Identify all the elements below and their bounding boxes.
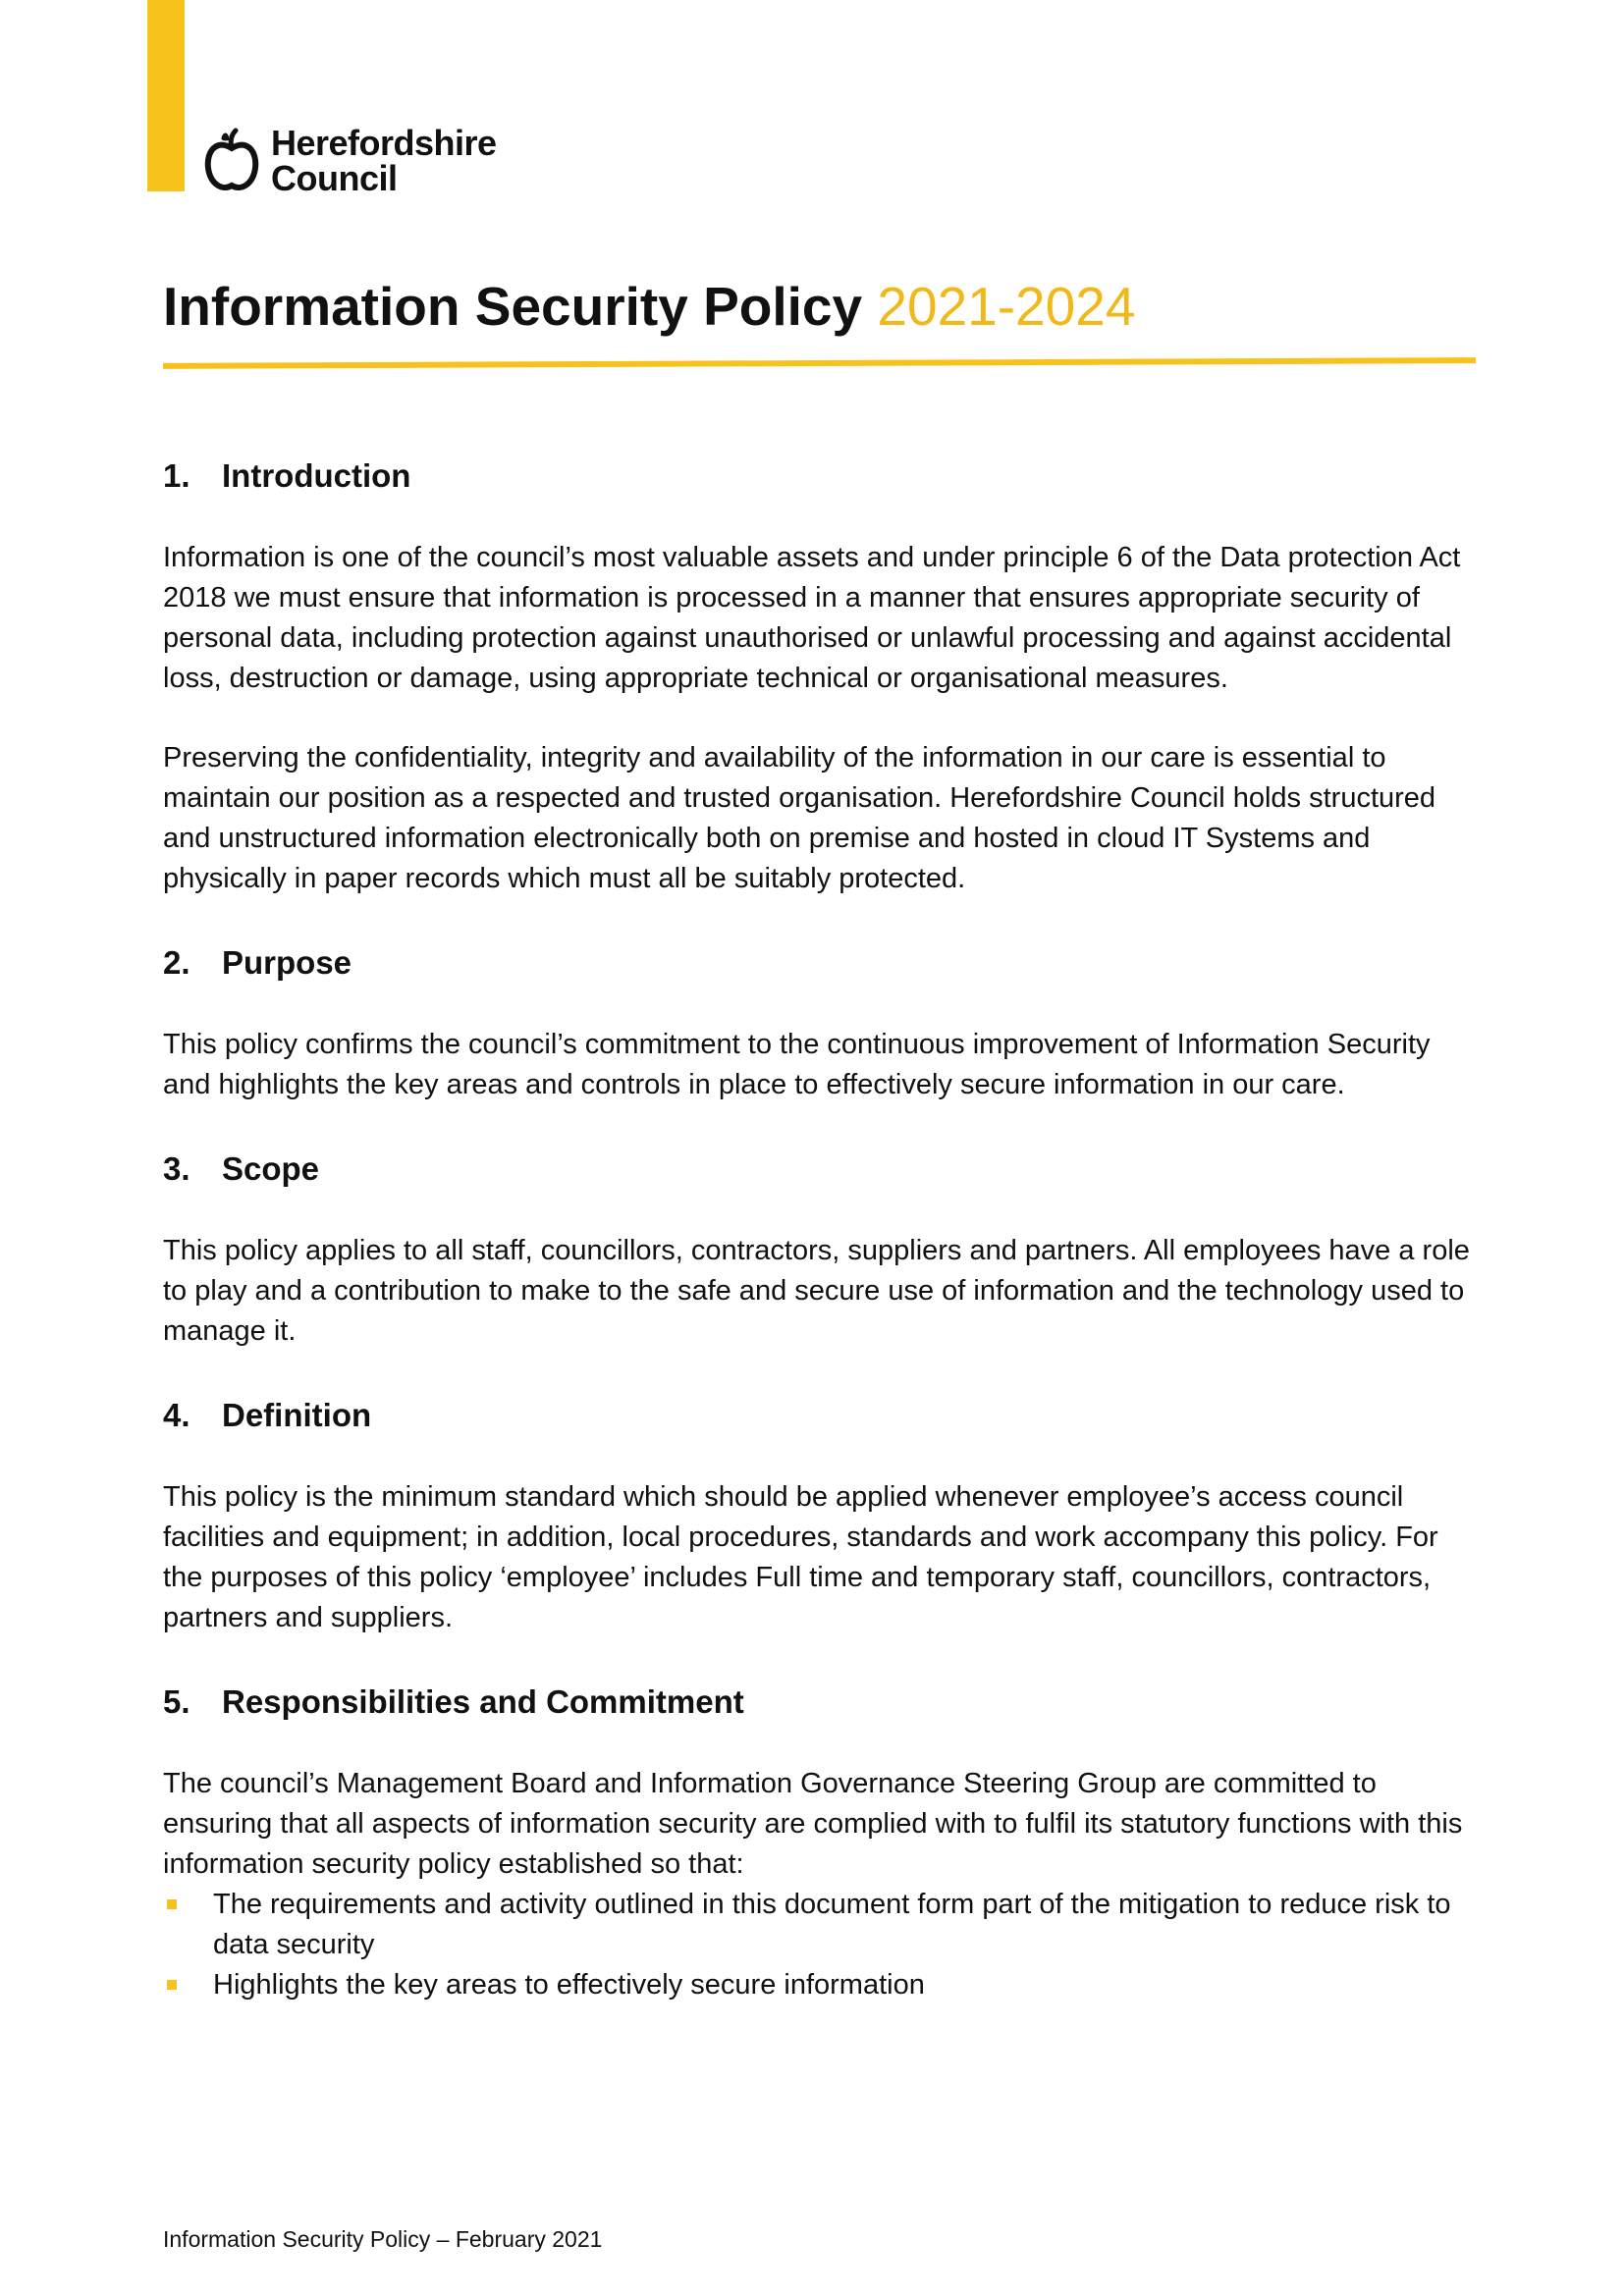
logo-line-2: Council [271, 158, 398, 198]
section-number: 1. [163, 457, 190, 494]
title-main: Information Security Policy [163, 276, 878, 337]
section-heading [163, 1145, 1479, 1203]
section-1 [163, 452, 1479, 899]
title-underline [163, 357, 1476, 369]
paragraph: This policy applies to all staff, councillors, contractors, suppliers and partners. All employees have a role to play and a contribution to make to the safe and secure use of information and the technology used to manage it. [163, 1235, 1470, 1347]
bullet-item [163, 1885, 1479, 1965]
paragraph: The council’s Management Board and Information Governance Steering Group are committed to ensuring that all aspects of information security are complied with to fulfil its statutory functions with this information security policy established so that: [163, 1768, 1463, 1880]
section-heading [163, 1678, 1479, 1736]
section-title: Purpose [222, 944, 352, 981]
logo-line-1: Herefordshire [271, 123, 497, 163]
section-heading [163, 938, 1479, 997]
bullet-item [163, 1965, 1479, 2005]
section-title: Scope [222, 1150, 320, 1187]
page-title [163, 275, 1135, 338]
document-body [163, 452, 1479, 2005]
section-2 [163, 938, 1479, 1105]
section-number: 4. [163, 1397, 190, 1433]
section-heading [163, 1391, 1479, 1450]
paragraph: Preserving the confidentiality, integrity and availability of the information in our care is essential to maintain our position as a respected and trusted organisation. Herefordshire Council holds structured and unstructured information electronically both on premise and hosted in cloud IT Systems and physically in paper records which must all be suitably protected. [163, 742, 1436, 894]
section-heading [163, 452, 1479, 510]
bullet-text: Highlights the key areas to effectively secure information [213, 1969, 925, 2001]
square-bullet-icon [167, 1980, 177, 1990]
paragraph: Information is one of the council’s most valuable assets and under principle 6 of the Data protection Act 2018 we must ensure that information is processed in a manner that ensures appropriate security of personal data, including protection against unauthorised or unlawful processing and against accidental loss, destruction or damage, using appropriate technical or organisational measures. [163, 542, 1461, 694]
title-years: 2021-2024 [877, 276, 1136, 337]
bullet-text: The requirements and activity outlined in this document form part of the mitigation to reduce risk to data security [213, 1889, 1451, 1960]
section-title: Responsibilities and Commitment [222, 1683, 744, 1720]
square-bullet-icon [167, 1899, 177, 1909]
logo-wordmark [271, 123, 497, 198]
paragraph: This policy confirms the council’s commitment to the continuous improvement of Information Security and highlights the key areas and controls in place to effectively secure information in our care. [163, 1029, 1431, 1100]
section-number: 5. [163, 1683, 190, 1720]
apple-icon [202, 127, 261, 195]
section-3 [163, 1145, 1479, 1352]
council-logo [202, 123, 497, 198]
section-title: Definition [222, 1397, 372, 1433]
section-number: 3. [163, 1150, 190, 1187]
section-5 [163, 1678, 1479, 2005]
paragraph: This policy is the minimum standard which should be applied whenever employee’s access council facilities and equipment; in addition, local procedures, standards and work accompany this policy. For the purposes of this policy ‘employee’ includes Full time and temporary staff, councillors, contractors, partners and suppliers. [163, 1481, 1438, 1633]
page-footer: Information Security Policy – February 2021 [163, 2226, 603, 2252]
section-title: Introduction [222, 457, 411, 494]
bullet-list [163, 1885, 1479, 2005]
section-4 [163, 1391, 1479, 1638]
section-number: 2. [163, 944, 190, 981]
header-accent-bar [147, 0, 185, 191]
